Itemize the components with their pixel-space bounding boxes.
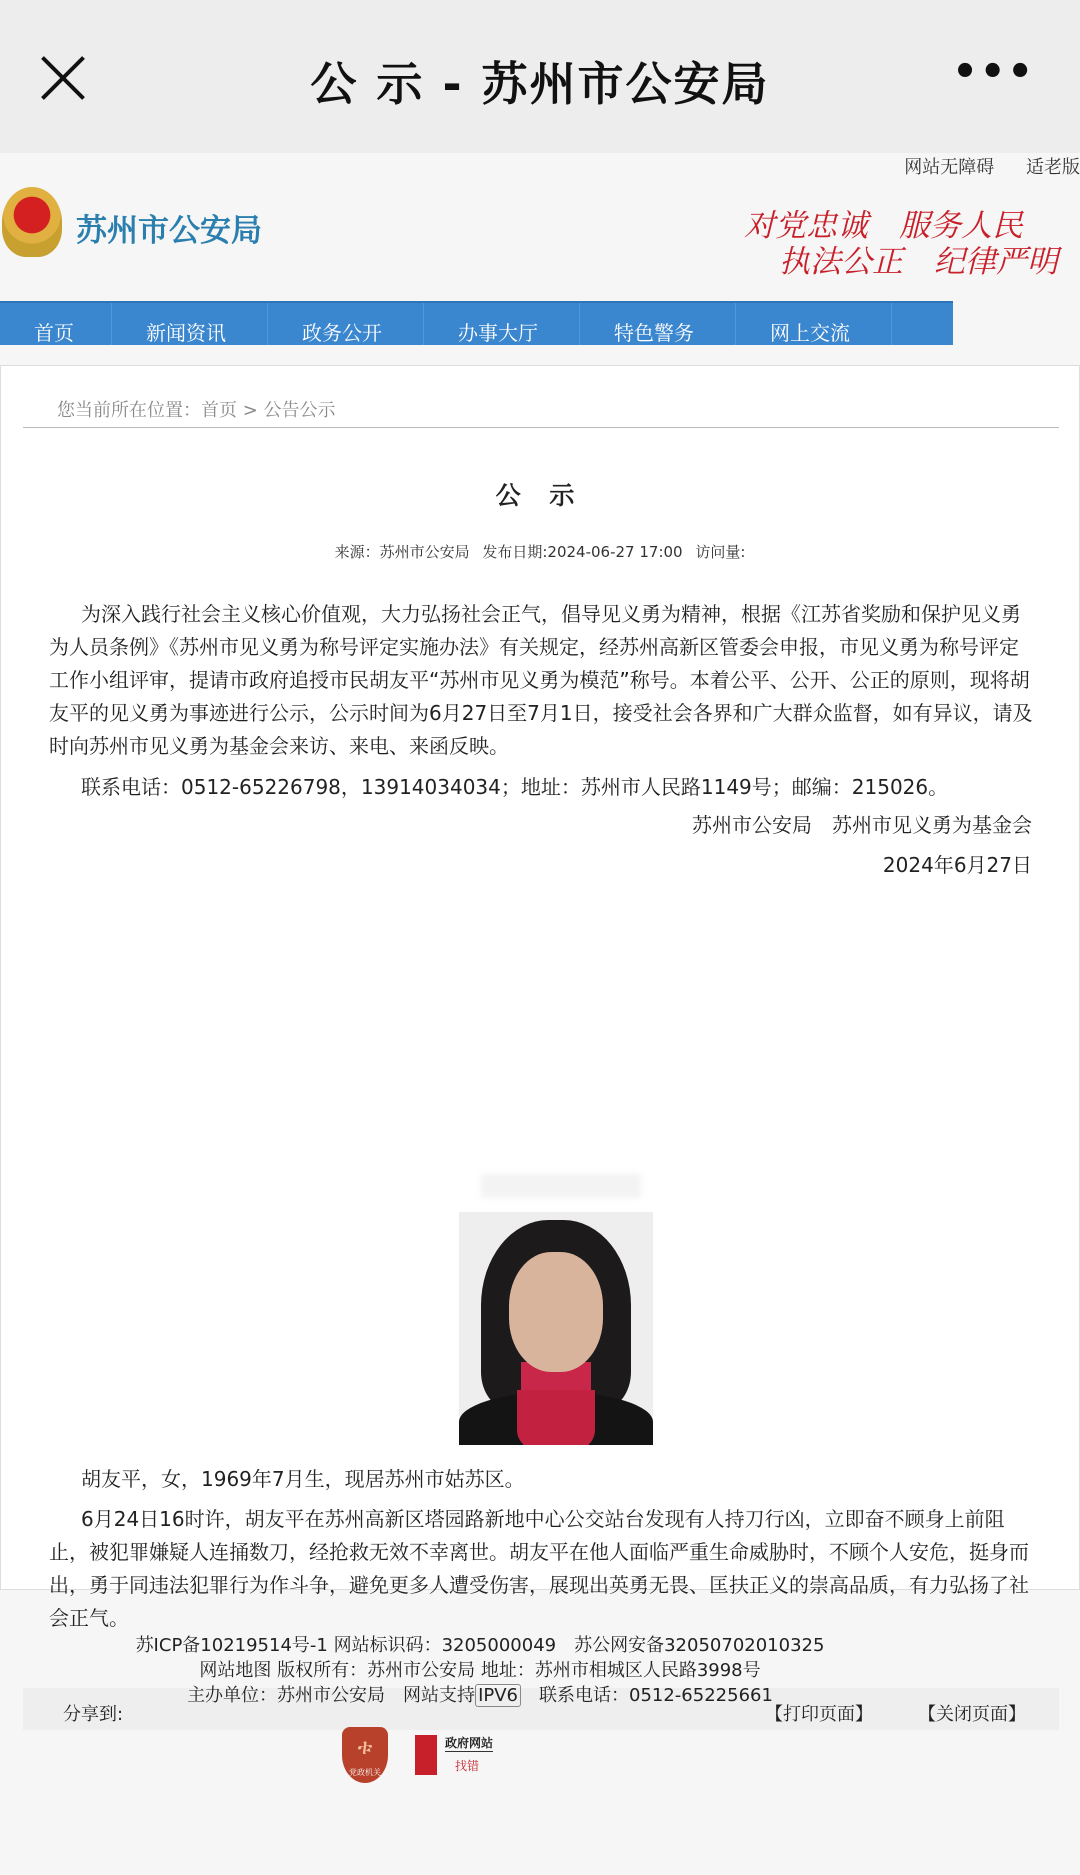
footer [0, 1633, 960, 1708]
footer-line: 网站地图 版权所有：苏州市公安局 地址：苏州市相城区人民路3998号 [199, 1660, 761, 1681]
ipv6-badge: IPV6 [475, 1684, 521, 1707]
slogan-line: 执法公正 纪律严明 [779, 244, 1058, 280]
window-titlebar [0, 0, 1080, 153]
deed-paragraph: 6月24日16时许，胡友平在苏州高新区塔园路新地中心公交站台发现有人持刀行凶，立即奋不顾身上前阻止，被犯罪嫌疑人连捅数刀，经抢救无效不幸离世。胡友平在他人面临严重生命威胁时，不顾个人安危，挺身而出，勇于同违法犯罪行为作斗争，避免更多人遭受伤害，展现出英勇无畏、匡扶正义的崇高品质，有力弘扬了社会正气。 [49, 1507, 1029, 1630]
bio-paragraph: 胡友平，女，1969年7月生，现居苏州市姑苏区。 [81, 1467, 525, 1491]
elderly-mode-link[interactable]: 适老版 [1026, 157, 1080, 178]
signature: 苏州市公安局 苏州市见义勇为基金会 [692, 813, 1032, 837]
web-page [0, 153, 1080, 1875]
slogan [744, 208, 1058, 280]
footer-line: 苏ICP备10219514号-1 网站标识码：3205000049 苏公网安备32050702010325 [135, 1635, 825, 1656]
share-label: 分享到: [63, 1704, 124, 1725]
window-title: 公 示 - 苏州市公安局 [310, 57, 770, 111]
portrait-photo [459, 1212, 653, 1445]
main-nav [0, 301, 953, 345]
gov-site-error-report-icon[interactable] [415, 1731, 511, 1779]
article-date: 发布日期:2024-06-27 17:00 [482, 543, 683, 561]
footer-line [0, 1683, 960, 1708]
slogan-line: 对党忠诚 服务人民 [744, 208, 1023, 244]
nav-news[interactable]: 新闻资讯 [112, 303, 268, 345]
nav-government[interactable]: 政务公开 [268, 303, 424, 345]
close-page-button[interactable]: 【关闭页面】 [918, 1704, 1026, 1725]
more-icon[interactable]: ••• [952, 49, 1035, 95]
site-logo[interactable]: 苏州市公安局 [76, 213, 262, 249]
article-meta [1, 541, 1079, 562]
nav-services[interactable]: 办事大厅 [424, 303, 580, 345]
footer-phone: 联系电话：0512-65225661 [521, 1685, 773, 1706]
police-emblem-icon [2, 187, 62, 257]
party-government-badge-icon[interactable]: ቱ 党政机关 [342, 1727, 388, 1783]
nav-policing[interactable]: 特色警务 [580, 303, 736, 345]
article-title: 公 示 [495, 481, 585, 510]
divider [23, 427, 1059, 428]
footer-host: 主办单位：苏州市公安局 网站支持 [187, 1685, 476, 1706]
contact-info: 联系电话：0512-65226798，13914034034；地址：苏州市人民路1149号；邮编：215026。 [81, 775, 949, 799]
accessibility-link[interactable]: 网站无障碍 [904, 157, 995, 178]
nav-home[interactable]: 首页 [0, 303, 112, 345]
accessibility-links [878, 153, 1080, 179]
signature-date: 2024年6月27日 [882, 853, 1032, 877]
nav-interaction[interactable]: 网上交流 [736, 303, 892, 345]
watermark [481, 1174, 641, 1198]
badge-text: 找错 [455, 1759, 480, 1773]
print-page-button[interactable]: 【打印页面】 [765, 1704, 873, 1725]
breadcrumb[interactable]: 您当前所在位置：首页 > 公告公示 [57, 400, 336, 421]
article-paragraph: 为深入践行社会主义核心价值观，大力弘扬社会正气，倡导见义勇为精神，根据《江苏省奖励和保护见义勇为人员条例》《苏州市见义勇为称号评定实施办法》有关规定，经苏州高新区管委会申报，市见义勇为称号评定工作小组评审，提请市政府追授市民胡友平“苏州市见义勇为模范”称号。本着公平、公开、公正的原则，现将胡友平的见义勇为事迹进行公示，公示时间为6月27日至7月1日，接受社会各界和广大群众监督，如有异议，请及时向苏州市见义勇为基金会来访、来电、来函反映。 [49, 602, 1033, 758]
article-source: 来源：苏州市公安局 [334, 543, 470, 561]
badge-text: 政府网站 [445, 1736, 494, 1750]
article-views: 访问量: [695, 543, 746, 561]
